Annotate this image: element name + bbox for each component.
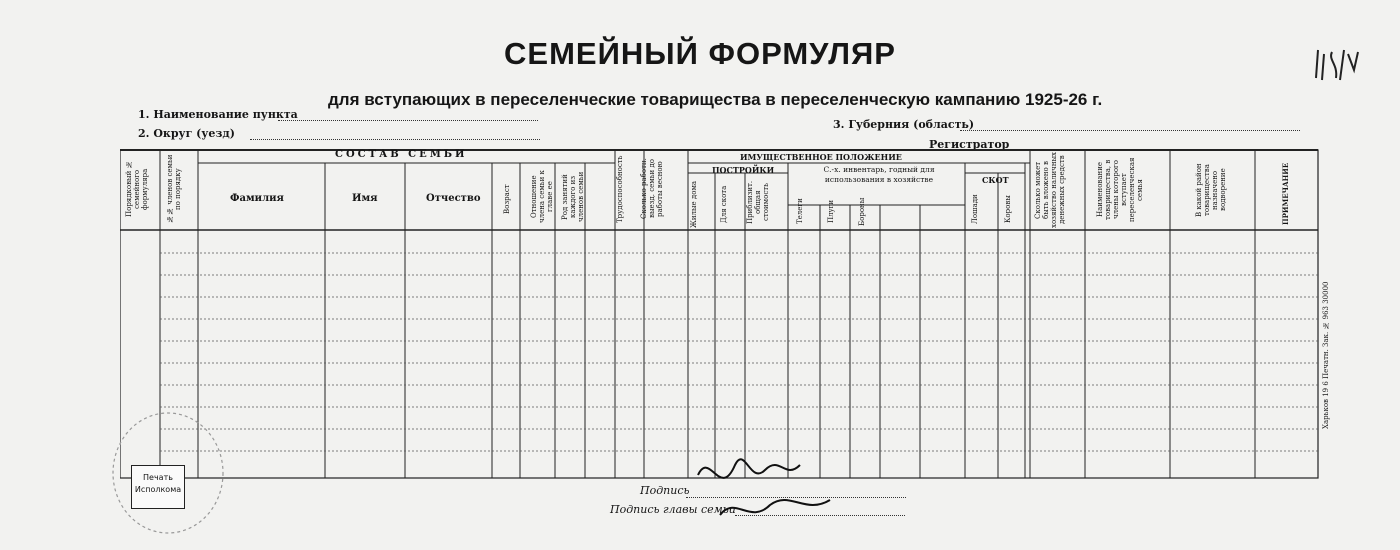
point-label: 1. Наименование пункта	[138, 108, 298, 121]
header-note: ПРИМЕЧАНИЕ	[1281, 162, 1290, 226]
seal-label-line2: Исполкома	[134, 485, 182, 494]
header-name: Имя	[352, 193, 378, 204]
header-buildings-value: Приблизит. общая стоимость	[746, 180, 770, 224]
registrar-label: Регистратор	[929, 138, 1010, 151]
handwritten-folio-number	[1310, 40, 1370, 90]
handwritten-signatures	[690, 445, 840, 535]
header-region: В какой район товарищества назначено водворение	[1195, 163, 1227, 217]
seal-label-line1: Печать	[143, 473, 173, 482]
header-carts: Телеги	[796, 198, 804, 225]
header-age: Возраст	[503, 184, 511, 214]
header-occupation: Род занятий каждого из членов семьи	[561, 171, 585, 223]
header-horses: Лошади	[971, 194, 979, 224]
head-signature-label: Подпись главы семьи	[610, 503, 736, 516]
round-stamp-mark	[108, 388, 228, 538]
form-subtitle: для вступающих в переселенческие товарищества в переселенческую кампанию 1925-26 г.	[328, 90, 1103, 109]
form-title: СЕМЕЙНЫЙ ФОРМУЛЯР	[504, 36, 896, 71]
header-family-composition: СОСТАВ СЕМЬИ	[335, 149, 468, 160]
header-patronymic: Отчество	[426, 193, 481, 204]
province-label: 3. Губерния (область)	[833, 118, 975, 131]
header-property-status: ИМУЩЕСТВЕННОЕ ПОЛОЖЕНИЕ	[740, 152, 902, 162]
printer-imprint: Харьков 19 6 Печатн. Зак. № 963 30000	[1322, 281, 1330, 429]
header-relation: Отношение члена семьи к главе ее	[530, 170, 554, 224]
header-member-number: №№ членов семьи по порядку	[166, 154, 182, 224]
header-cash: Сколько может быть вложено в хозяйство наличных денежных средств	[1034, 152, 1066, 228]
header-harrows: Бороны	[858, 197, 866, 226]
header-partnership-name: Наименование товарищества, в члены которого вступает переселенческая семья	[1096, 157, 1144, 223]
district-label: 2. Округ (уезд)	[138, 127, 235, 140]
header-cows: Коровы	[1004, 195, 1012, 223]
header-work-years: Сколько работн. выезд. семьи до работы весною	[640, 158, 664, 220]
header-ploughs: Плуги	[827, 200, 835, 224]
header-inventory: С.-х. инвентарь, годный для использования в хозяйстве	[823, 165, 935, 184]
district-line	[250, 139, 540, 140]
header-cattle-shed: Для скота	[720, 185, 728, 223]
header-house: Жилые дома	[690, 180, 698, 228]
province-line	[960, 130, 1300, 131]
point-line	[278, 120, 538, 121]
signature-label: Подпись	[640, 484, 690, 497]
header-surname: Фамилия	[230, 193, 284, 204]
header-buildings: ПОСТРОЙКИ	[712, 165, 775, 175]
header-livestock: СКОТ	[982, 175, 1009, 185]
header-work-ability: Трудоспособность	[616, 155, 624, 223]
header-formular-number: Порядковый № семейного формуляра	[125, 160, 149, 218]
